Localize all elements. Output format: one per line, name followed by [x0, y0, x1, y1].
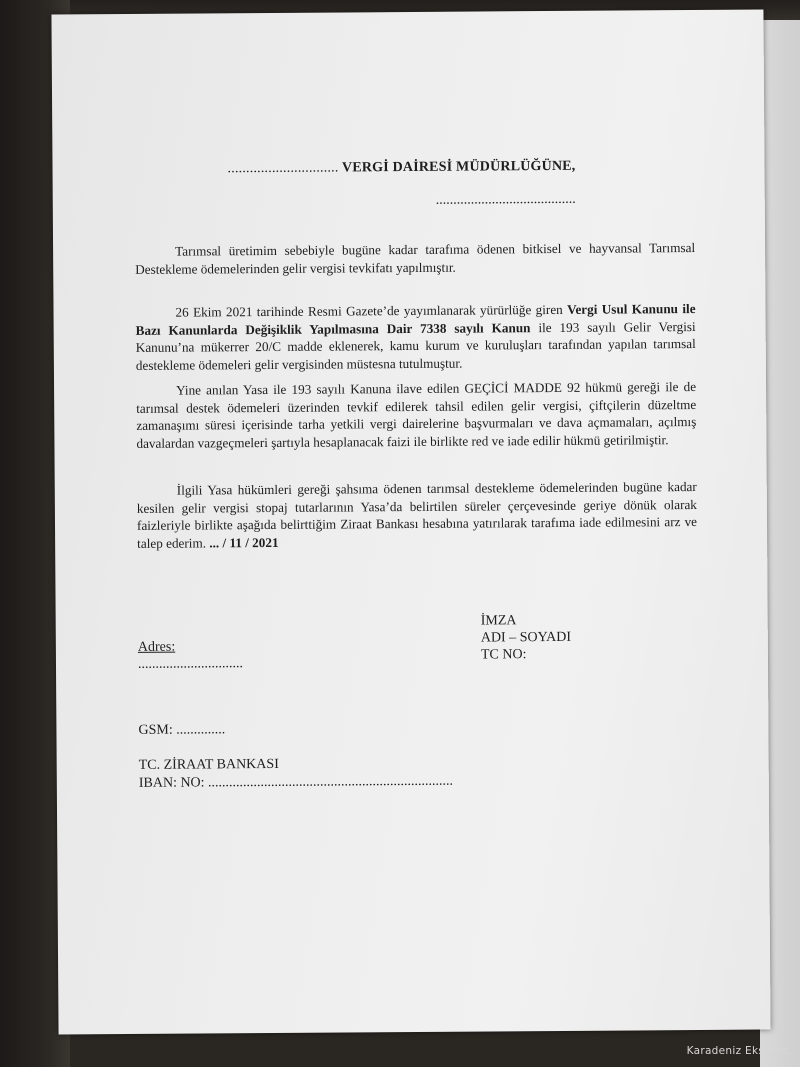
gsm-field: GSM: ..............: [138, 722, 226, 738]
name-surname-label: ADI – SOYADI: [480, 629, 572, 646]
heading-title: VERGİ DAİRESİ MÜDÜRLÜĞÜNE,: [341, 158, 576, 176]
paragraph-1: [135, 239, 695, 278]
bank-block: [139, 755, 453, 793]
paragraph-4: [137, 478, 697, 552]
law-title: Vergi Usul Kanunu ile Bazı Kanunlarda Değişiklik Yapılmasına Dair 7338 sayılı Kanun: [135, 301, 696, 338]
paragraph-2-end: ile 193 sayılı Gelir Vergisi Kanunu’na mükerrer 20/C madde eklenerek, kamu kurum ve kuruluşları tarafından yapılan tarımsal destekleme ödemeleri gelir vergisinden müstesna tutulmuştur.: [135, 318, 696, 373]
bank-name: TC. ZİRAAT BANKASI: [138, 756, 279, 773]
watermark: Karadeniz Ekspres: [686, 1045, 788, 1057]
address-label: Adres:: [137, 639, 176, 655]
paragraph-3-text: Yine anılan Yasa ile 193 sayılı Kanuna ilave edilen GEÇİCİ MADDE 92 hükmü gereği ile de tarımsal destek ödemeleri üzerinden tevkif edilerek tahsil edilen gelir vergisi, çiftçilerin düzeltme zamanaşımı süresi içerisinde tarha yetkili vergi dairelerine başvurmaları ve dava açmamaları, açılmış davalardan vazgeçmeleri şartıyla hesaplanacak faizi ile birlikte red ve iade edilir hükmü getirilmiştir.: [136, 379, 697, 451]
paragraph-1-text: Tarımsal üretimim sebebiyle bugüne kadar tarafıma ödenen bitkisel ve hayvansal Tarımsal Destekleme ödemelerinden gelir vergisi tevkifatı yapılmıştır.: [135, 240, 696, 277]
iban-field: IBAN: NO: ......................................................................: [138, 773, 454, 791]
paragraph-4-text: İlgili Yasa hükümleri gereği şahsıma ödenen tarımsal destekleme ödemelerinden bugüne kadar kesilen gelir vergisi stopaj tutarlarının Yasa’da belirtilen süreler çerçevesinde geriye dönük olarak faizleriyle birlikte aşağıda belirttiğim Ziraat Bankası hesabına yatırılarak tarafıma iade edilmesini arz ve talep ederim.: [136, 479, 698, 551]
address-blank: ..............................: [137, 656, 244, 672]
city-blank: ........................................: [435, 191, 576, 208]
paragraph-2: [135, 300, 695, 374]
signature-label: İMZA: [480, 613, 517, 629]
addressee-heading: [227, 158, 575, 178]
signature-block: [481, 612, 572, 664]
tax-office-name-blank: ..............................: [227, 160, 339, 177]
paragraph-2-start: 26 Ekim 2021 tarihinde Resmi Gazete’de yayımlanarak yürürlüğe giren: [175, 301, 568, 320]
paragraph-3: [136, 378, 696, 452]
date-field: ... / 11 / 2021: [209, 534, 279, 550]
petition-paper: [51, 10, 770, 1035]
tc-no-label: TC NO:: [480, 647, 527, 663]
